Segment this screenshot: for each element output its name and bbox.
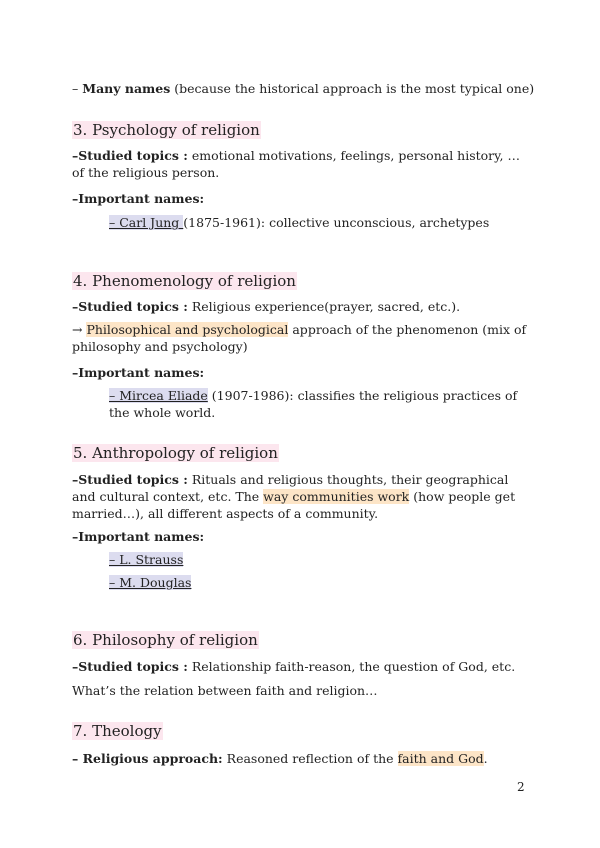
name-link: – L. Strauss <box>109 552 184 567</box>
studied-text-continued: (how people get married…), all different aspects of a community. <box>72 489 516 521</box>
arrow-note-phenomenology <box>72 321 532 355</box>
section-heading-phenomenology <box>72 273 532 290</box>
name-item-strauss <box>109 551 529 568</box>
page-number: 2 <box>517 780 525 794</box>
heading-text: 5. Anthropology of religion <box>73 444 278 462</box>
studied-label: –Studied topics : <box>72 472 188 487</box>
arrow-icon: → <box>72 322 83 337</box>
arrow-text: approach of the phenomenon (mix of philosophy and psychology) <box>72 322 527 354</box>
studied-label: –Studied topics : <box>72 299 188 314</box>
section-heading-anthropology <box>72 445 532 462</box>
studied-text: Religious experience(prayer, sacred, etc.). <box>191 299 461 314</box>
studied-text: Rituals and religious thoughts, their geographical and cultural context, etc. The <box>72 472 509 504</box>
heading-text: 6. Philosophy of religion <box>73 631 258 649</box>
names-label: –Important names: <box>72 365 205 380</box>
heading-text: 4. Phenomenology of religion <box>73 272 296 290</box>
studied-topics-philosophy <box>72 658 532 675</box>
intro-text: (because the historical approach is the most typical one) <box>174 81 535 96</box>
names-label: –Important names: <box>72 191 205 206</box>
studied-topics-anthropology <box>72 471 532 522</box>
name-link: – Mircea Eliade <box>109 388 208 403</box>
studied-topics-phenomenology <box>72 298 532 315</box>
name-item-jung <box>109 214 529 231</box>
question-text: What’s the relation between faith and religion… <box>72 683 378 698</box>
section-heading-theology <box>72 723 532 740</box>
approach-end: . <box>483 751 488 766</box>
name-item-douglas <box>109 574 529 591</box>
important-names-label-psychology <box>72 190 532 207</box>
heading-text: 3. Psychology of religion <box>73 121 260 139</box>
religious-approach-theology <box>72 750 532 767</box>
name-link: – M. Douglas <box>109 575 192 590</box>
important-names-label-phenomenology <box>72 364 532 381</box>
studied-topics-psychology <box>72 147 532 181</box>
highlight-text: faith and God <box>397 751 484 766</box>
name-link: – Carl Jung <box>109 215 184 230</box>
section-heading-philosophy <box>72 632 532 649</box>
highlight-text: Philosophical and psychological <box>86 322 289 337</box>
name-description: (1907-1986): classifies the religious practices of the whole world. <box>109 388 518 420</box>
intro-line <box>72 80 535 97</box>
heading-text: 7. Theology <box>73 722 162 740</box>
highlight-text: way communities work <box>263 489 410 504</box>
approach-text: Reasoned reflection of the <box>226 751 394 766</box>
intro-bold: Many names <box>82 81 171 96</box>
important-names-label-anthropology <box>72 528 532 545</box>
studied-label: –Studied topics : <box>72 148 188 163</box>
studied-text: emotional motivations, feelings, personal history, … of the religious person. <box>72 148 520 180</box>
intro-dash: – <box>72 81 79 96</box>
philosophy-question <box>72 682 532 699</box>
studied-text: Relationship faith-reason, the question of God, etc. <box>191 659 516 674</box>
section-heading-psychology <box>72 122 532 139</box>
names-label: –Important names: <box>72 529 205 544</box>
name-item-eliade <box>109 387 529 421</box>
studied-label: –Studied topics : <box>72 659 188 674</box>
name-description: (1875-1961): collective unconscious, archetypes <box>183 215 490 230</box>
approach-label: – Religious approach: <box>72 751 223 766</box>
